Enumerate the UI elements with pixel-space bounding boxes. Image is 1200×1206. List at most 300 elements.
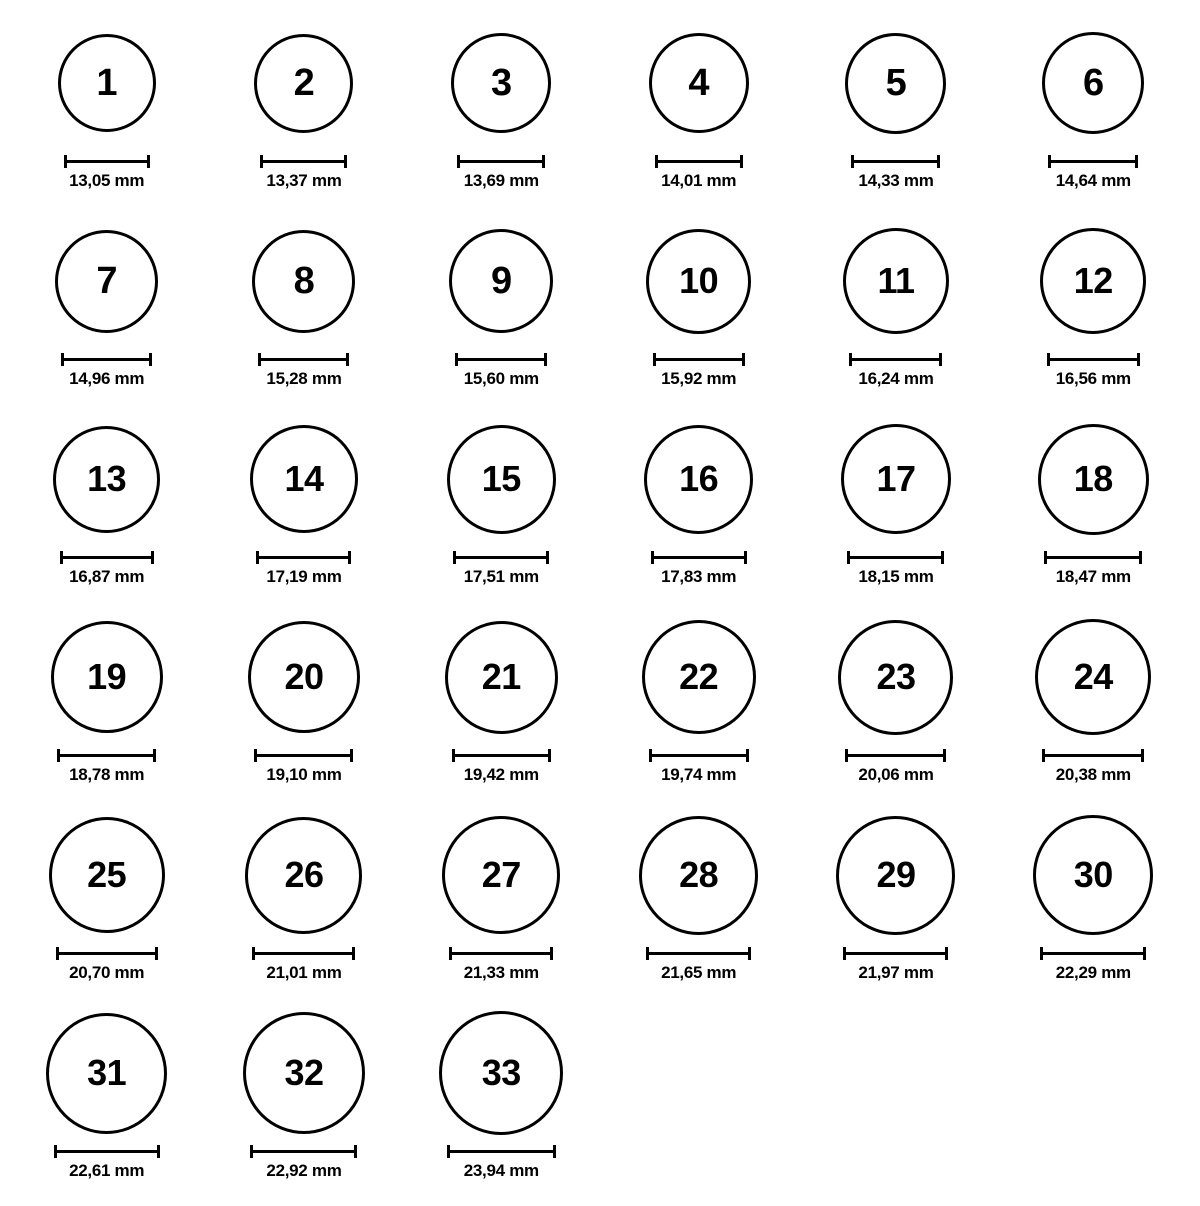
diameter-bar-cap-right [344,155,347,168]
ring-size-number: 1 [96,62,117,104]
ring-size-number: 23 [876,656,916,697]
ring-measure [56,947,158,983]
ring-circle-wrap [55,216,158,346]
diameter-bar-icon [61,353,152,364]
ring-measure-label: 19,74 mm [661,765,737,784]
diameter-bar-cap-right [945,947,948,960]
diameter-bar-icon [455,353,547,364]
ring-circle [649,33,749,133]
diameter-bar-line [1044,556,1142,559]
ring-circle [841,424,951,534]
ring-size-number: 17 [876,458,916,499]
diameter-bar-line [649,754,749,757]
diameter-bar-cap-right [350,749,353,762]
ring-circle-wrap [442,810,560,940]
ring-measure [60,551,154,587]
diameter-bar-cap-right [744,551,747,564]
ring-size-cell [1038,414,1149,587]
ring-measure [250,1145,357,1181]
ring-measure-label: 14,64 mm [1055,171,1131,190]
diameter-bar-icon [851,155,940,166]
diameter-bar-cap-left [1040,947,1043,960]
ring-circle-wrap [1042,18,1144,148]
ring-size-number: 19 [87,656,127,697]
diameter-bar-line [653,358,745,361]
ring-measure [1042,749,1144,785]
diameter-bar-line [57,754,156,757]
ring-circle [51,621,163,733]
diameter-bar-cap-left [256,551,259,564]
diameter-bar-line [1047,358,1140,361]
diameter-bar-cap-right [546,551,549,564]
diameter-bar-cap-left [847,551,850,564]
diameter-bar-icon [60,551,154,562]
ring-size-cell [639,810,758,983]
ring-size-cell [250,414,358,587]
diameter-bar-cap-right [346,353,349,366]
ring-size-number: 8 [293,260,315,302]
ring-measure [845,749,946,785]
diameter-bar-cap-right [1135,155,1138,168]
diameter-bar-cap-right [147,155,150,168]
ring-size-cell [646,216,751,389]
ring-measure-label: 18,47 mm [1055,567,1131,586]
ring-size-grid [8,18,1192,1206]
diameter-bar-cap-left [61,353,64,366]
diameter-bar-cap-left [843,947,846,960]
ring-circle [845,33,946,134]
diameter-bar-cap-left [447,1145,450,1158]
diameter-bar-cap-right [1143,947,1146,960]
ring-size-cell [642,612,756,785]
ring-measure-label: 21,33 mm [463,963,539,982]
ring-size-number: 24 [1073,656,1113,697]
ring-measure-label: 18,78 mm [69,765,145,784]
ring-circle-wrap [843,216,949,346]
ring-size-number: 29 [876,854,916,895]
ring-measure-label: 19,42 mm [463,765,539,784]
diameter-bar-icon [655,155,743,166]
ring-size-number: 5 [885,62,907,104]
diameter-bar-cap-left [260,155,263,168]
ring-measure [64,155,150,191]
ring-size-number: 18 [1073,458,1113,499]
ring-measure [649,749,749,785]
ring-circle-wrap [649,18,749,148]
diameter-bar-cap-left [254,749,257,762]
ring-measure [653,353,745,389]
ring-size-cell [838,612,953,785]
diameter-bar-icon [254,749,353,760]
diameter-bar-cap-left [57,749,60,762]
ring-circle [639,816,758,935]
ring-size-cell [51,612,163,785]
ring-circle [53,426,160,533]
diameter-bar-icon [847,551,944,562]
ring-measure-label: 20,38 mm [1055,765,1131,784]
ring-measure [646,947,751,983]
ring-circle-wrap [252,216,355,346]
ring-circle-wrap [845,18,946,148]
diameter-bar-cap-right [1139,551,1142,564]
diameter-bar-icon [651,551,747,562]
ring-measure [57,749,156,785]
ring-size-cell [447,414,556,587]
ring-measure [61,353,152,389]
ring-measure-label: 17,83 mm [661,567,737,586]
diameter-bar-cap-left [449,947,452,960]
ring-size-cell [845,18,946,191]
ring-circle-wrap [49,810,165,940]
ring-measure-label: 22,92 mm [266,1161,342,1180]
diameter-bar-cap-left [655,155,658,168]
diameter-bar-line [447,1150,556,1153]
diameter-bar-cap-right [939,353,942,366]
ring-circle-wrap [1033,810,1153,940]
ring-size-number: 4 [688,62,709,104]
ring-size-number: 10 [679,260,719,301]
ring-size-number: 13 [87,458,127,499]
diameter-bar-line [457,160,545,163]
ring-measure-label: 17,51 mm [463,567,539,586]
diameter-bar-line [61,358,152,361]
ring-measure [452,749,551,785]
ring-circle [838,620,953,735]
ring-size-cell [53,414,160,587]
ring-measure [449,947,553,983]
diameter-bar-line [1040,952,1146,955]
diameter-bar-icon [457,155,545,166]
diameter-bar-icon [452,749,551,760]
ring-circle [248,621,360,733]
ring-circle-wrap [250,414,358,544]
ring-circle-wrap [838,612,953,742]
ring-size-cell [843,216,949,389]
diameter-bar-cap-left [455,353,458,366]
ring-circle-wrap [46,1008,167,1138]
ring-measure [258,353,349,389]
ring-circle-wrap [243,1008,365,1138]
diameter-bar-cap-right [153,749,156,762]
ring-size-cell [58,18,156,191]
ring-circle [1038,424,1149,535]
diameter-bar-cap-left [1042,749,1045,762]
diameter-bar-cap-right [1141,749,1144,762]
diameter-bar-cap-right [149,353,152,366]
ring-measure-label: 23,94 mm [463,1161,539,1180]
diameter-bar-cap-right [553,1145,556,1158]
diameter-bar-icon [64,155,150,166]
ring-measure-label: 22,61 mm [69,1161,145,1180]
ring-circle [451,33,551,133]
ring-size-number: 9 [490,260,512,302]
ring-size-number: 22 [679,656,719,697]
ring-circle-wrap [646,216,751,346]
ring-measure [849,353,942,389]
diameter-bar-line [449,952,553,955]
ring-measure-label: 16,24 mm [858,369,934,388]
ring-size-cell [49,810,165,983]
diameter-bar-icon [843,947,948,958]
ring-size-cell [451,18,551,191]
ring-size-cell [449,216,553,389]
diameter-bar-cap-left [54,1145,57,1158]
ring-size-number: 31 [87,1052,127,1093]
ring-measure-label: 16,56 mm [1055,369,1131,388]
diameter-bar-cap-right [746,749,749,762]
ring-circle [642,620,756,734]
ring-circle [1040,228,1146,334]
ring-measure-label: 14,33 mm [858,171,934,190]
ring-measure-label: 21,01 mm [266,963,342,982]
ring-measure [447,1145,556,1181]
diameter-bar-line [54,1150,160,1153]
ring-circle-wrap [1040,216,1146,346]
ring-measure-label: 14,01 mm [661,171,737,190]
diameter-bar-cap-right [542,155,545,168]
ring-measure-label: 20,06 mm [858,765,934,784]
ring-circle [55,230,158,333]
diameter-bar-line [252,952,355,955]
diameter-bar-icon [260,155,347,166]
ring-circle [442,816,560,934]
diameter-bar-cap-right [1137,353,1140,366]
ring-measure [1047,353,1140,389]
ring-size-number: 27 [481,854,521,895]
diameter-bar-cap-left [250,1145,253,1158]
ring-measure-label: 21,65 mm [661,963,737,982]
ring-size-number: 12 [1073,260,1113,301]
ring-measure [847,551,944,587]
diameter-bar-icon [252,947,355,958]
ring-measure-label: 19,10 mm [266,765,342,784]
ring-circle-wrap [248,612,360,742]
ring-circle-wrap [642,612,756,742]
ring-circle-wrap [1038,414,1149,544]
ring-circle [449,229,553,333]
diameter-bar-cap-right [548,749,551,762]
ring-measure-label: 13,69 mm [463,171,539,190]
ring-circle-wrap [449,216,553,346]
ring-circle-wrap [53,414,160,544]
ring-size-number: 28 [679,854,719,895]
diameter-bar-line [260,160,347,163]
diameter-bar-cap-left [845,749,848,762]
ring-size-number: 3 [490,62,512,104]
ring-size-number: 21 [481,656,521,697]
diameter-bar-icon [1044,551,1142,562]
ring-measure-label: 15,60 mm [463,369,539,388]
ring-size-number: 20 [284,656,324,697]
ring-circle [836,816,955,935]
ring-size-number: 6 [1082,62,1104,104]
diameter-bar-icon [646,947,751,958]
ring-measure-label: 17,19 mm [266,567,342,586]
diameter-bar-cap-left [651,551,654,564]
ring-measure [254,749,353,785]
ring-measure-label: 18,15 mm [858,567,934,586]
diameter-bar-line [56,952,158,955]
ring-size-number: 26 [284,854,324,895]
diameter-bar-icon [54,1145,160,1156]
diameter-bar-cap-right [157,1145,160,1158]
ring-measure-label: 13,05 mm [69,171,145,190]
diameter-bar-icon [57,749,156,760]
ring-size-cell [836,810,955,983]
diameter-bar-icon [449,947,553,958]
ring-size-number: 7 [96,260,117,302]
ring-measure-label: 22,29 mm [1055,963,1131,982]
diameter-bar-cap-left [453,551,456,564]
diameter-bar-icon [649,749,749,760]
ring-measure [1048,155,1138,191]
ring-size-cell [1035,612,1151,785]
ring-circle [843,228,949,334]
diameter-bar-line [1048,160,1138,163]
ring-size-cell [1033,810,1153,983]
diameter-bar-cap-right [748,947,751,960]
diameter-bar-cap-right [352,947,355,960]
ring-circle [252,230,355,333]
diameter-bar-line [60,556,154,559]
ring-circle [646,229,751,334]
diameter-bar-icon [1042,749,1144,760]
diameter-bar-icon [1048,155,1138,166]
diameter-bar-line [651,556,747,559]
diameter-bar-cap-left [252,947,255,960]
ring-size-cell [442,810,560,983]
ring-circle-wrap [644,414,753,544]
ring-measure [651,551,747,587]
diameter-bar-line [455,358,547,361]
ring-circle [1033,815,1153,935]
ring-size-number: 11 [877,260,915,301]
diameter-bar-icon [845,749,946,760]
diameter-bar-cap-right [348,551,351,564]
ring-size-number: 33 [481,1052,521,1093]
ring-circle-wrap [51,612,163,742]
ring-measure [54,1145,160,1181]
diameter-bar-line [258,358,349,361]
ring-size-cell [445,612,558,785]
diameter-bar-icon [849,353,942,364]
ring-size-number: 16 [679,458,719,499]
diameter-bar-cap-left [851,155,854,168]
diameter-bar-icon [653,353,745,364]
diameter-bar-cap-left [60,551,63,564]
diameter-bar-line [849,358,942,361]
diameter-bar-cap-left [1047,353,1050,366]
ring-circle-wrap [439,1008,563,1138]
diameter-bar-cap-left [452,749,455,762]
diameter-bar-cap-right [155,947,158,960]
ring-size-number: 32 [284,1052,324,1093]
ring-circle [46,1013,167,1134]
ring-measure [851,155,940,191]
diameter-bar-cap-left [56,947,59,960]
diameter-bar-icon [1040,947,1146,958]
ring-size-cell [46,1008,167,1181]
ring-measure [252,947,355,983]
ring-size-cell [243,1008,365,1181]
ring-measure [655,155,743,191]
diameter-bar-line [256,556,351,559]
ring-measure-label: 14,96 mm [69,369,145,388]
ring-size-number: 30 [1073,854,1113,895]
ring-size-cell [55,216,158,389]
ring-circle-wrap [639,810,758,940]
ring-circle [58,34,156,132]
ring-circle-wrap [445,612,558,742]
ring-circle [1035,619,1151,735]
ring-size-cell [1040,216,1146,389]
diameter-bar-cap-left [64,155,67,168]
ring-circle-wrap [836,810,955,940]
ring-measure-label: 15,28 mm [266,369,342,388]
ring-circle-wrap [254,18,353,148]
ring-size-cell [245,810,362,983]
diameter-bar-line [1042,754,1144,757]
diameter-bar-cap-right [151,551,154,564]
diameter-bar-cap-left [646,947,649,960]
ring-circle [439,1011,563,1135]
diameter-bar-icon [250,1145,357,1156]
diameter-bar-cap-right [943,749,946,762]
ring-size-number: 2 [293,62,315,104]
ring-circle [1042,32,1144,134]
ring-measure [457,155,545,191]
ring-size-cell [1042,18,1144,191]
diameter-bar-cap-left [649,749,652,762]
diameter-bar-cap-right [544,353,547,366]
ring-size-number: 25 [87,854,127,895]
diameter-bar-line [453,556,549,559]
ring-circle [250,425,358,533]
ring-circle [49,817,165,933]
diameter-bar-icon [258,353,349,364]
diameter-bar-cap-right [740,155,743,168]
diameter-bar-cap-left [258,353,261,366]
ring-circle-wrap [1035,612,1151,742]
diameter-bar-cap-left [1044,551,1047,564]
diameter-bar-icon [453,551,549,562]
ring-measure [455,353,547,389]
ring-circle [243,1012,365,1134]
diameter-bar-cap-right [550,947,553,960]
ring-circle-wrap [58,18,156,148]
ring-circle [445,621,558,734]
ring-size-cell [439,1008,563,1181]
ring-size-cell [254,18,353,191]
ring-circle-wrap [841,414,951,544]
ring-measure [1040,947,1146,983]
diameter-bar-line [655,160,743,163]
diameter-bar-cap-right [742,353,745,366]
diameter-bar-cap-right [937,155,940,168]
ring-measure [843,947,948,983]
ring-size-cell [248,612,360,785]
diameter-bar-icon [56,947,158,958]
ring-circle [245,817,362,934]
diameter-bar-cap-left [1048,155,1051,168]
ring-size-cell [841,414,951,587]
ring-circle-wrap [447,414,556,544]
diameter-bar-line [452,754,551,757]
ring-size-number: 15 [481,458,521,499]
diameter-bar-line [64,160,150,163]
ring-size-number: 14 [284,458,324,499]
ring-measure-label: 13,37 mm [266,171,342,190]
